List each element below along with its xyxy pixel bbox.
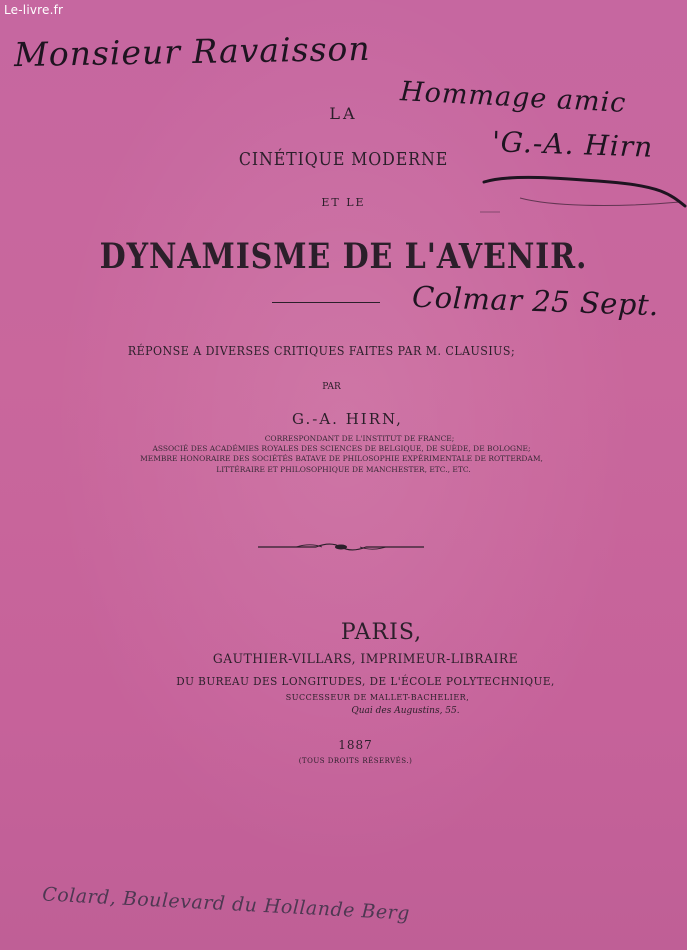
publisher-name: GAUTHIER-VILLARS, IMPRIMEUR-LIBRAIRE [212, 652, 519, 667]
publisher-bureau: DU BUREAU DES LONGITUDES, DE L'ÉCOLE POLYTECHNIQUE, [176, 675, 555, 688]
handwritten-place-date: Colmar 25 Sept. [411, 279, 660, 323]
by-label: PAR [322, 382, 341, 392]
publisher-successor: SUCCESSEUR DE MALLET-BACHELIER, [285, 693, 470, 702]
faint-mark [480, 211, 500, 213]
author-credential: ASSOCIÉ DES ACADÉMIES ROYALES DES SCIENCES DE BELGIQUE, DE SUÈDE, DE BOLOGNE; [152, 444, 531, 453]
title-line-2: DYNAMISME DE L'AVENIR. [99, 236, 588, 277]
author-credential: LITTÉRAIRE ET PHILOSOPHIQUE DE MANCHESTER, ETC., ETC. [216, 465, 471, 474]
author-credential: CORRESPONDANT DE L'INSTITUT DE FRANCE; [264, 434, 455, 443]
title-line-1: CINÉTIQUE MODERNE [238, 149, 449, 170]
author-credential: MEMBRE HONORAIRE DES SOCIÉTÉS BATAVE DE PHILOSOPHIE EXPÉRIMENTALE DE ROTTERDAM, [140, 454, 543, 463]
handwritten-bottom-note: Colard, Boulevard du Hollande Berg [41, 883, 411, 925]
publication-year: 1887 [338, 738, 373, 752]
handwritten-signature: 'G.-A. Hirn [491, 125, 654, 164]
rights-notice: (TOUS DROITS RÉSERVÉS.) [298, 757, 413, 765]
watermark: Le-livre.fr [4, 3, 64, 17]
title-rule [272, 302, 380, 303]
ornament-divider [256, 541, 426, 553]
subtitle: RÉPONSE A DIVERSES CRITIQUES FAITES PAR M. CLAUSIUS; [127, 344, 516, 358]
title-la: LA [329, 104, 358, 123]
handwritten-hommage: Hommage amic [399, 76, 628, 119]
handwritten-dedication: Monsieur Ravaisson [13, 28, 371, 75]
publisher-address: Quai des Augustins, 55. [351, 706, 460, 716]
title-et-le: ET LE [321, 196, 366, 209]
publisher-city: PARIS, [340, 620, 423, 645]
author-name: G.-A. HIRN, [292, 410, 403, 428]
